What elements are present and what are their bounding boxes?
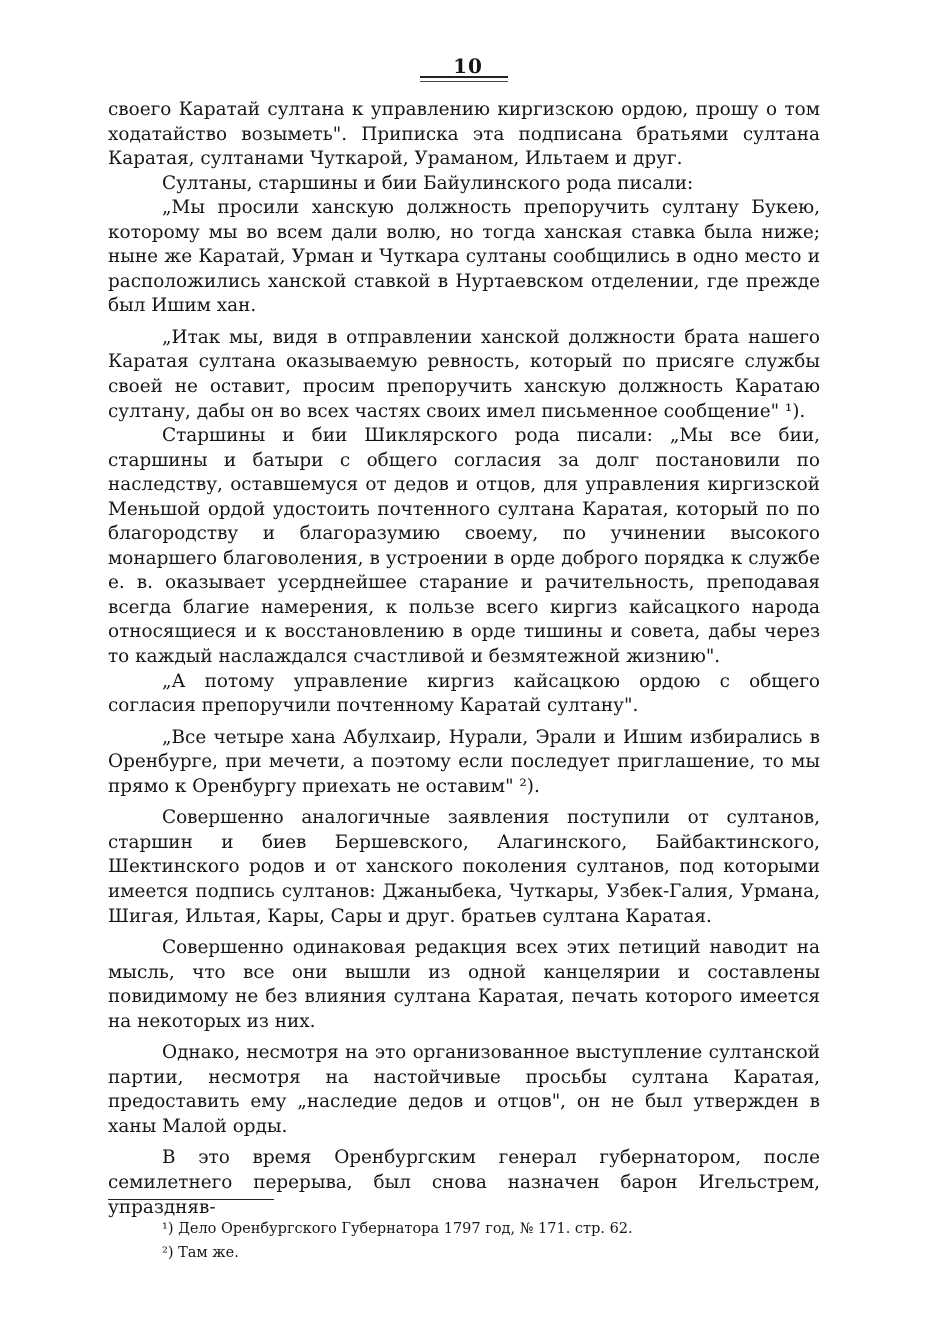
footnote-rule xyxy=(108,1199,274,1200)
paragraph: Совершенно аналогичные заявления поступили от султанов, старшин и биев Бершевского, Алагинского, Байбактинского, Шектинского родов и от ханского поколения султанов, под которыми имеется подпись султанов: Джаныбека, Чуткары, Узбек-Галия, Урмана, Шигая, Ильтая, Кары, Сары и друг. братьев султана Каратая. xyxy=(108,807,820,927)
paragraph: Однако, несмотря на это организованное выступление султанской партии, несмотря на настойчивые просьбы султана Каратая, предоставить ему „наследие дедов и отцов", он не был утвержден в ханы Малой орды. xyxy=(108,1042,820,1137)
paragraph: Совершенно одинаковая редакция всех этих петиций наводит на мысль, что все они вышли из одной канцелярии и составлены повидимому не без влияния султана Каратая, печать которого имеется на некоторых из них. xyxy=(108,937,820,1032)
paragraph-quote: „Все четыре хана Абулхаир, Нурали, Эрали и Ишим избирались в Оренбурге, при мечети, а поэтому если последует приглашение, то мы прямо к Оренбургу приехать не оставим" ²). xyxy=(108,726,820,797)
page-number: 10 xyxy=(453,54,483,78)
header-rule-secondary xyxy=(420,81,508,82)
footnote: ²) Там же. xyxy=(162,1245,239,1261)
paragraph-quote: „А потому управление киргиз кайсацкою ордою с общего согласия препоручили почтенному Каратай султану". xyxy=(108,670,820,717)
paragraph: В это время Оренбургским генерал губернатором, после семилетнего перерыва, был снова назначен барон Игельстрем, упраздняв- xyxy=(108,1147,820,1218)
body-text xyxy=(108,98,820,1220)
paragraph: Старшины и бии Шиклярского рода писали: „Мы все бии, старшины и батыри с общего согласия за долг постановили по наследству, оставшемуся от дедов и отцов, для управления киргизской Меньшой ордой удостоить почтенного султана Каратая, который по по благородству и благоразумию своему, по учинении высокого монаршего благоволения, в устроении в орде доброго порядка к службе е. в. оказывает усерднейшее старание и рачительность, преподавая всегда благие намерения, к пользе всего киргиз кайсацкого народа относящиеся и к восстановлению в орде тишины и совета, дабы через то каждый наслаждался счастливой и безмятежной жизнию". xyxy=(108,425,820,668)
paragraph: Султаны, старшины и бии Байулинского рода писали: xyxy=(162,172,694,194)
header-rule xyxy=(420,76,508,78)
footnotes xyxy=(162,1217,822,1265)
paragraph-continuation: своего Каратай султана к управлению киргизскою ордою, прошу о том ходатайство возыметь". Приписка эта подписана братьями султана Каратая, султанами Чуткарой, Ураманом, Ильтаем и друг. xyxy=(108,99,820,170)
paragraph-quote: „Мы просили ханскую должность препоручить султану Букею, которому мы во всем дали волю, но тогда ханская ставка была ниже; ныне же Каратай, Урман и Чуткара султаны сообщились в одно место и расположились ханской ставкой в Нуртаевском отделении, где прежде был Ишим хан. xyxy=(108,197,820,317)
paragraph-quote: „Итак мы, видя в отправлении ханской должности брата нашего Каратая султана оказываемую ревность, который по присяге службы своей не оставит, просим препоручить ханскую должность Каратаю султану, дабы он во всех частях своих имел письменное сообщение" ¹). xyxy=(108,326,820,422)
footnote: ¹) Дело Оренбургского Губернатора 1797 год, № 171. стр. 62. xyxy=(162,1221,633,1237)
